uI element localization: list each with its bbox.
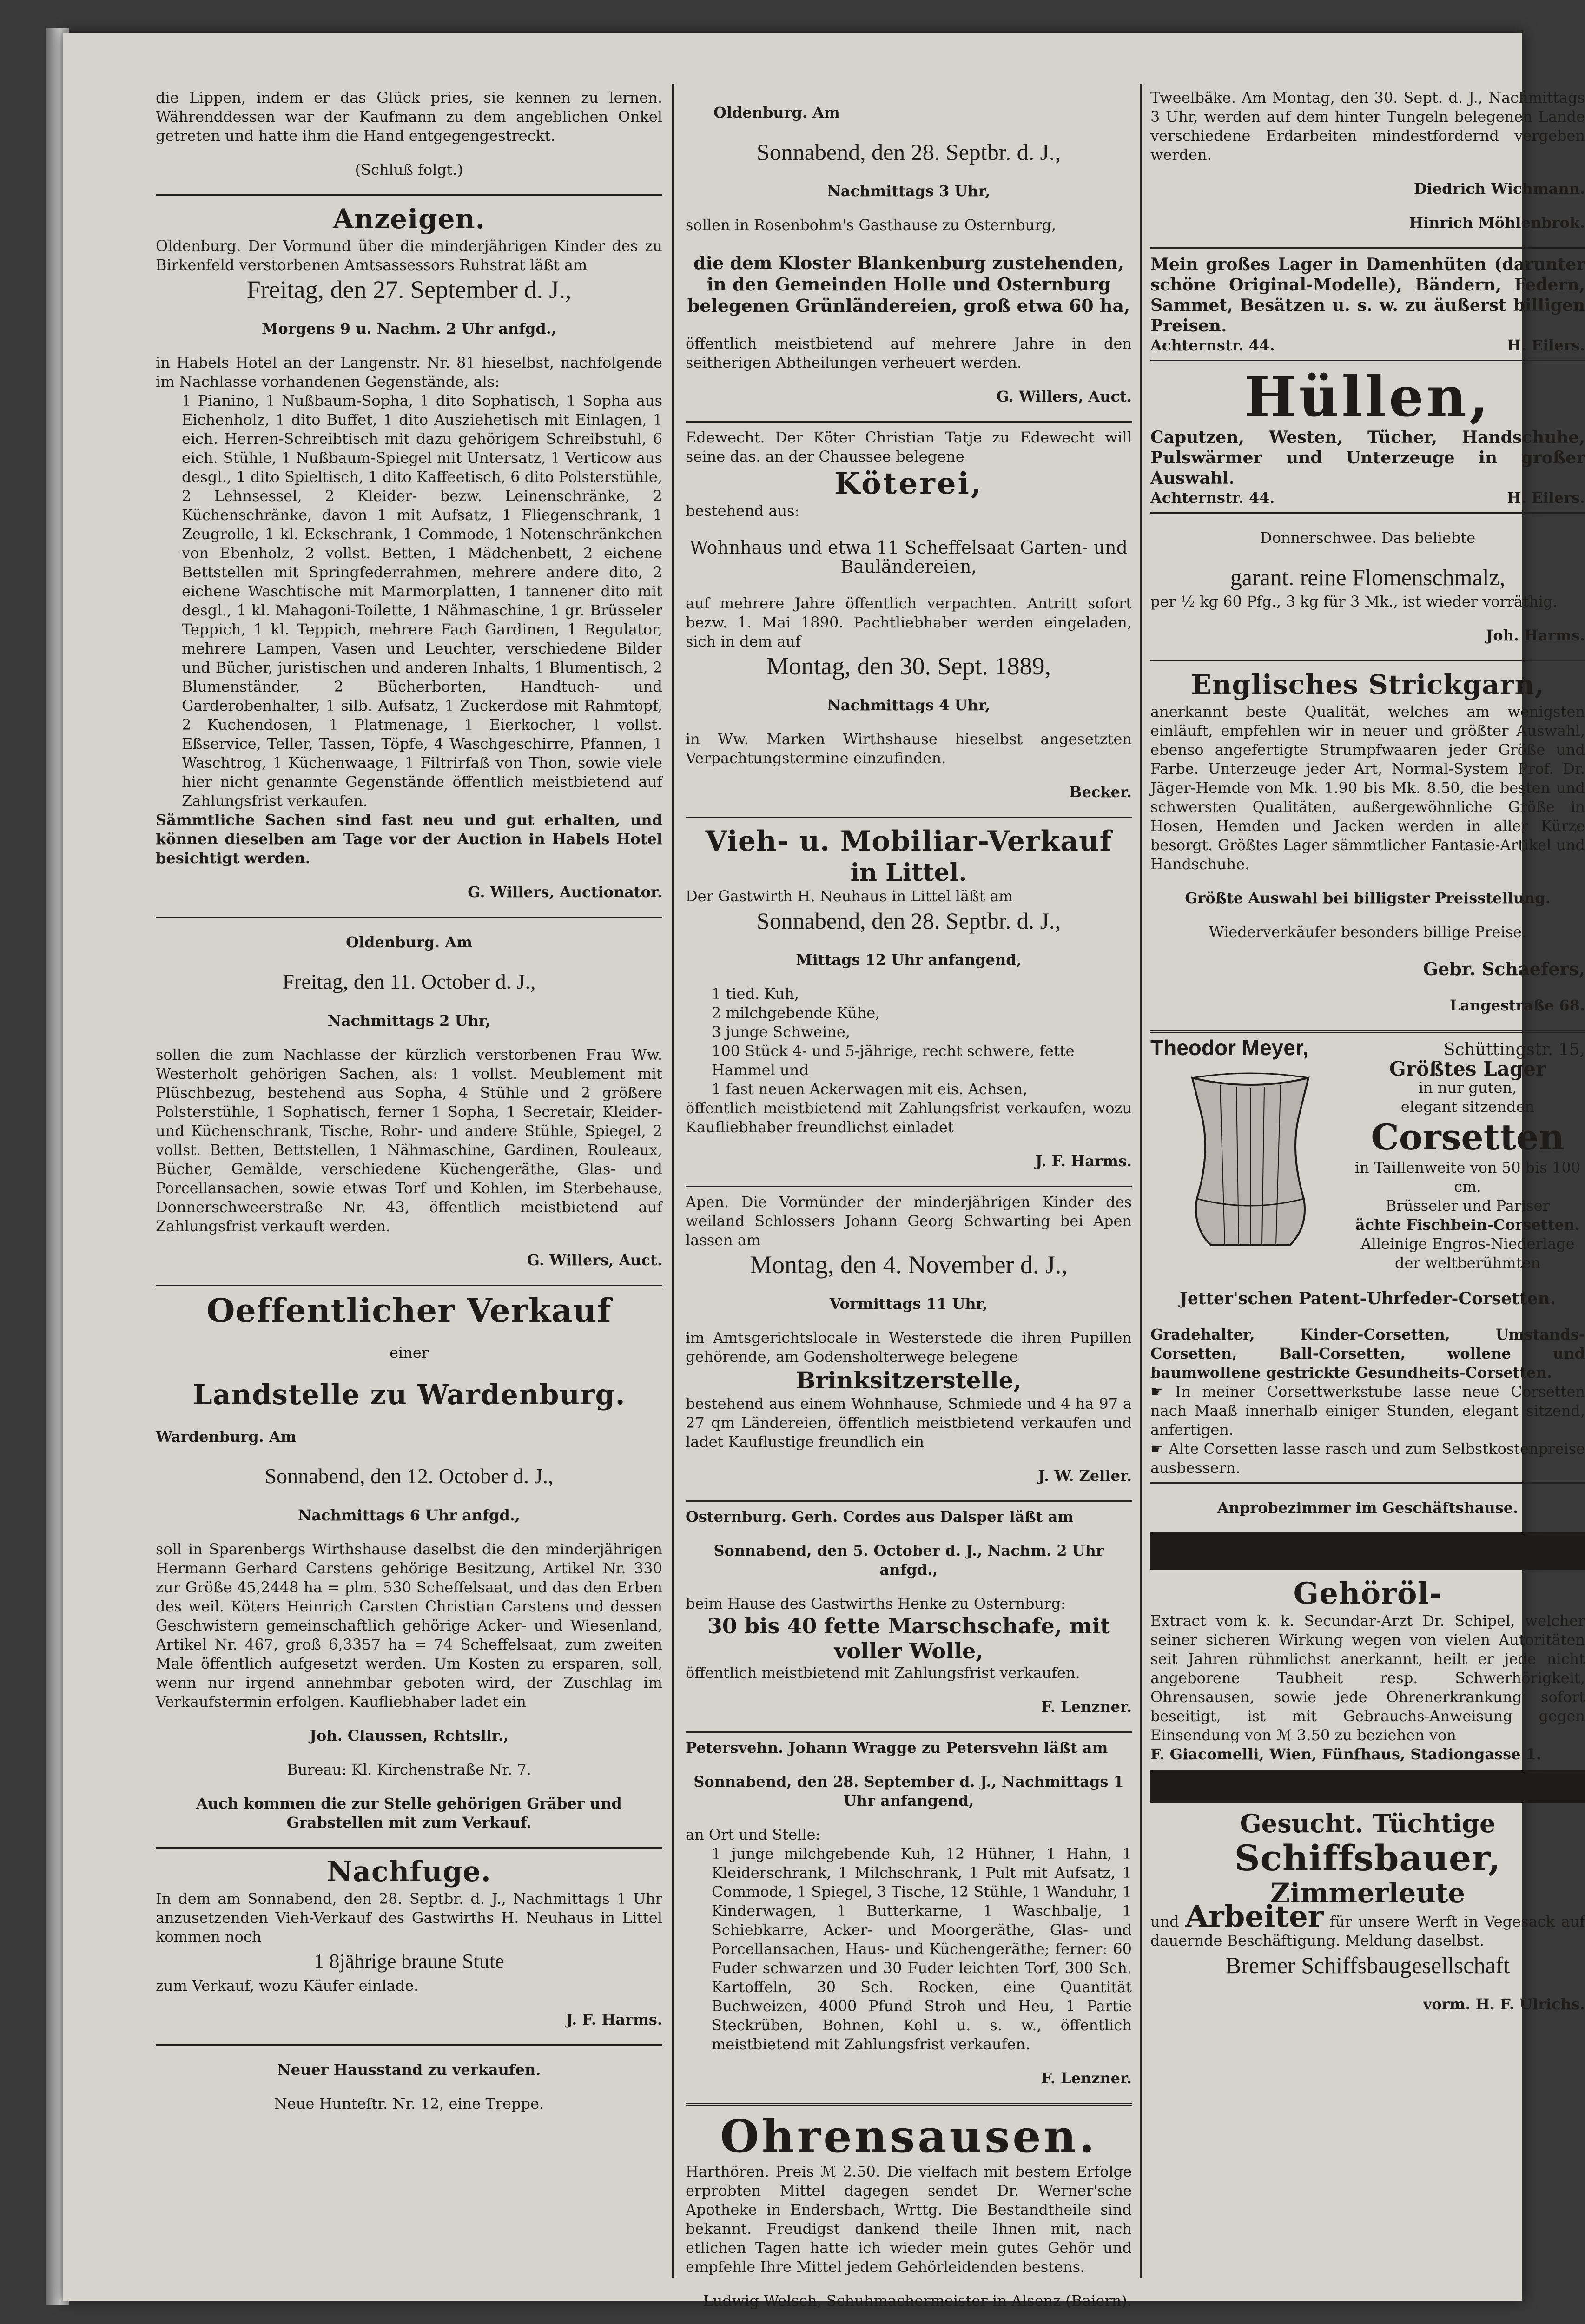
ad-title: Theodor Meyer, — [1150, 1036, 1308, 1060]
ad-signature: vorm. H. F. Ulrichs. — [1423, 1995, 1585, 2013]
column-rule — [1140, 84, 1142, 2278]
ad-title: Englisches Strickgarn, — [1191, 669, 1545, 700]
ad-title: Oeffentlicher Verkauf — [206, 1291, 612, 1330]
column-1 — [156, 88, 662, 2128]
ad-body: Gradehalter, Kinder-Corsetten, Umstands-Corsetten, Ball-Corsetten, wollene und baumwollene gestrickte Gesundheits-Corsetten. — [1150, 1326, 1585, 1381]
ad-signature: Becker. — [1069, 783, 1132, 801]
ad-date: Montag, den 4. November d. J., — [750, 1251, 1068, 1279]
ad-title: Brinksitzerstelle, — [796, 1367, 1022, 1394]
ad-bold: Wohnhaus und etwa 11 Scheffelsaat Garten- und Bauländereien, — [690, 537, 1128, 577]
ad-subtitle: Landstelle zu Wardenburg. — [192, 1379, 626, 1411]
ad-body: anerkannt beste Qualität, welches am wenigsten einläuft, empfehlen wir in neuer und größter Auswahl, ebenso angefertigte Strumpfwaaren jeder Größe und Farbe. Unterzeuge jeder Art, Normal-System Prof. Dr. Jäger-Hemde von Mk. 1.90 bis Mk. 8.50, die besten und schwersten Qualitäten, außergewöhnliche Größe in Hosen, Hemden und Jacken werden in aller Kürze besorgt. Größtes Lager sämmtlicher Fantasie-Artikel und Handschuhe. — [1150, 703, 1585, 873]
ad-body: öffentlich meistbietend mit Zahlungsfrist verkaufen. — [686, 1664, 1080, 1682]
ad-body: in nur guten, — [1418, 1079, 1517, 1096]
ad-body: soll in Sparenbergs Wirthshause daselbst die den minderjährigen Hermann Gerhard Carstens gehörige Besitzung, Artikel Nr. 330 zur Größe 45,2448 ha = plm. 530 Scheffelsaat, und das den Erben des weil. Köters Heinrich Carsten Christian Carstens und dessen Geschwistern gemeinschaftlich gehörige Acker- und Wiesenland, Artikel Nr. 467, groß 6,3357 ha = 74 Scheffelsaat, zum zweiten Male öffentlich aufgesetzt werden. Um Kosten zu ersparen, soll, wenn nur irgend annehmbar geboten wird, der Zuschlag im Verkaufstermin erfolgen. Kaufliebhaber ladet ein — [156, 1540, 662, 1710]
ad-body: per ½ kg 60 Pfg., 3 kg für 3 Mk., ist wieder vorräthig. — [1150, 593, 1558, 610]
ad-header — [1150, 1038, 1585, 1059]
ad-signature: Gebr. Schaefers, — [1423, 958, 1585, 979]
ad-note: Auch kommen die zur Stelle gehörigen Gräber und Grabstellen mit zum Verkauf. — [196, 1795, 622, 1831]
ad-body — [1150, 1899, 1585, 1950]
newspaper-page — [63, 33, 1585, 2310]
column-3 — [1150, 88, 1585, 2029]
list-item: 2 milchgebende Kühe, — [712, 1004, 880, 1022]
ad-signature: F. Lenzner. — [1041, 2069, 1132, 2087]
list-item: 1 fast neuen Ackerwagen mit eis. Achsen, — [712, 1080, 1028, 1098]
ad-note-text: Alte Corsetten lasse rasch und zum Selbstkostenpreise ausbessern. — [1150, 1440, 1585, 1477]
ad-body: in Habels Hotel an der Langenstr. Nr. 81 hieselbst, nachfolgende im Nachlasse vorhandenen Gegenstände, als: — [156, 354, 662, 390]
ad-title: Schiffsbauer, — [1234, 1837, 1501, 1879]
ad-footer — [1150, 489, 1585, 508]
ad-note — [1150, 1439, 1585, 1478]
ad-signature: Diedrich Wichmann. — [1413, 180, 1585, 198]
ad-date: Sonnabend, den 5. October d. J., Nachm. 2 Uhr anfgd., — [713, 1542, 1104, 1578]
ad-title: Zimmerleute — [1270, 1877, 1466, 1909]
ad-signature: J. W. Zeller. — [1038, 1467, 1132, 1485]
ad-footer: Anprobezimmer im Geschäftshause. — [1217, 1499, 1519, 1517]
ad-intro: Oldenburg. Der Vormund über die minderjährigen Kinder des zu Birkenfeld verstorbenen Amtsassessors Ruhstrat läßt am — [156, 237, 662, 274]
ad-list: 1 Pianino, 1 Nußbaum-Sopha, 1 dito Sophatisch, 1 Sopha aus Eichenholz, 1 dito Buffet, 1 dito Ausziehetisch mit Einlagen, 1 eich. Herren-Schreibtisch mit dazu gehörigem Schreibstuhl, 6 eich. Stühle, 1 Nußbaum-Spiegel mit Untersatz, 1 Verticow aus desgl., 1 dito Spieltisch, 1 dito Kaffeetisch, 6 dito Polsterstühle, 2 Lehnsessel, 2 Kleider- bezw. Leinenschränke, 2 Küchenschränke, davon 1 mit Aufsatz, 1 Fliegenschrank, 1 Zeugrolle, 1 kl. Eckschrank, 1 Commode, 1 Notenschränkchen von Ebenholz, 2 vollst. Betten, 1 Mädchenbett, 2 eichene Bettstellen mit Springfederrahmen, mehrere andere dito, 2 eichene Waschtische mit Marmorplatten, 1 tannener dito mit desgl., 1 kl. Mahagoni-Toilette, 1 Nähmaschine, 1 gr. Brüsseler Teppich, 1 kl. Teppich, mehrere Fach Gardinen, 1 Regulator, mehrere Lampen, Vasen und Leuchter, verschiedene Bilder und Bücher, juristischen und anderen Inhalts, 1 Blumentisch, 2 Blumenständer, 2 Bücherborten, Handtuch- und Garderobenhalter, 1 silb. Aufsatz, 1 Zuckerdose mit Rahmtopf, 2 Kuchendosen, 1 Platmenage, 1 Eierkocher, 1 vollst. Eßservice, Teller, Tassen, Töpfe, 4 Waschgeschirre, Pfannen, 1 Waschtrog, 1 Küchenwaage, 1 Filtrirfaß von Thon, sowie viele hier nicht genannte Gegenstände öffentlich meistbietend auf Zahlungsfrist verkaufen. — [182, 392, 662, 810]
ad-time: Morgens 9 u. Nachm. 2 Uhr anfgd., — [262, 320, 556, 337]
ad-bold: die dem Kloster Blankenburg zustehenden, in den Gemeinden Holle und Osternburg belegenen Grünländereien, groß etwa 60 ha, — [687, 252, 1130, 316]
ad-body: bestehend aus: — [686, 502, 800, 520]
ad-title: Vieh- u. Mobiliar-Verkauf — [705, 825, 1112, 858]
ad-body: im Amtsgerichtslocale in Westerstede die ihren Pupillen gehörende, am Godensholterwege belegene — [686, 1329, 1132, 1366]
ad-body: öffentlich meistbietend auf mehrere Jahre in den seitherigen Abtheilungen verheuert werden. — [686, 335, 1132, 371]
ad-signature: J. F. Harms. — [566, 2011, 662, 2028]
ad-signature: Joh. Harms. — [1486, 627, 1585, 644]
ad-body: bestehend aus einem Wohnhause, Schmiede und 4 ha 97 a 27 qm Ländereien, öffentlich meistbietend verkaufen und ladet Kauflustige freundlich ein — [686, 1395, 1132, 1451]
black-bar — [1150, 1770, 1585, 1803]
ad-signature: G. Willers, Auct. — [527, 1251, 662, 1269]
corset-illustration — [1150, 1059, 1350, 1254]
ad-intro: Donnerschwee. Das beliebte — [1260, 529, 1476, 547]
ad-signature: H. Eilers. — [1507, 489, 1585, 507]
ad-time: Nachmittags 6 Uhr anfgd., — [298, 1506, 520, 1524]
ad-body: auf mehrere Jahre öffentlich verpachten. Antritt sofort bezw. 1. Mai 1890. Pachtliebhaber werden eingeladen, sich in dem auf — [686, 594, 1132, 650]
ad-list — [686, 984, 1132, 1099]
ad-body: beim Hause des Gastwirths Henke zu Osternburg: — [686, 1595, 1066, 1612]
corset-ad — [1150, 1059, 1585, 1273]
ad-intro: Petersvehn. Johann Wragge zu Petersvehn läßt am — [686, 1739, 1108, 1756]
ad-intro: Der Gastwirth H. Neuhaus in Littel läßt am — [686, 887, 1013, 905]
ad-body-prefix: und — [1150, 1913, 1179, 1930]
ad-signature: G. Willers, Auct. — [996, 388, 1132, 405]
ad-signature: H. Eilers. — [1507, 337, 1585, 354]
ad-title: Köterei, — [834, 466, 984, 501]
ad-item: 1 8jährige braune Stute — [314, 1950, 504, 1973]
ad-note: Sämmtliche Sachen sind fast neu und gut erhalten, und können dieselben am Tage vor der Auction in Habels Hotel besichtigt werden. — [156, 811, 662, 867]
ad-time: Nachmittags 4 Uhr, — [827, 696, 991, 714]
ad-list: 1 junge milchgebende Kuh, 12 Hühner, 1 Hahn, 1 Kleiderschrank, 1 Milchschrank, 1 Pult mit Aufsatz, 1 Commode, 1 Spiegel, 3 Tische, 12 Stühle, 1 Wanduhr, 1 Kinderwagen, 1 Butterkarne, 1 Waschbalje, 1 Schiebkarre, Acker- und Moorgeräthe, Glas- und Porcellansachen, Haus- und Küchengeräthe; ferner: 60 Fuder schwarzen und 30 Fuder leichten Torf, 300 Sch. Kartoffeln, 30 Sch. Rocken, eine Quantität Buchweizen, 4000 Pfund Stroh und Heu, 1 Partie Steckrüben, Bohnen, Kohl u. s. w., öffentlich meistbietend mit Zahlungsfrist verkaufen. — [712, 1845, 1132, 2053]
pointing-hand-icon: ☛ — [1150, 1440, 1169, 1458]
ad-body: Alleinige Engros-Niederlage der weltberühmten — [1360, 1235, 1575, 1272]
ad-address: Achternstr. 44. — [1150, 337, 1275, 354]
ad-body: zum Verkauf, wozu Käufer einlade. — [156, 1977, 419, 1994]
ad-title: Corsetten — [1371, 1116, 1565, 1158]
ad-signature: Joh. Claussen, Rchtsllr., — [309, 1727, 509, 1744]
ad-intro: Wardenburg. Am — [156, 1428, 297, 1446]
ad-body: in Taillenweite von 50 bis 100 cm. — [1354, 1159, 1581, 1195]
ad-intro: Osternburg. Gerh. Cordes aus Dalsper läßt am — [686, 1508, 1074, 1525]
ad-body: Mein großes Lager in Damenhüten (darunter schöne Original-Modelle), Bändern, Federn, Sammet, Besätzen u. s. w. zu äußerst billigen Preisen. — [1150, 255, 1585, 336]
ad-title: Nachfuge. — [327, 1855, 491, 1888]
ad-body: In dem am Sonnabend, den 28. Septbr. d. J., Nachmittags 1 Uhr anzusetzenden Vieh-Verkauf des Gastwirths H. Neuhaus in Littel kommen noch — [156, 1890, 662, 1946]
ad-body: Brüsseler und Pariser — [1385, 1197, 1550, 1215]
ad-signature: Ludwig Welsch, Schuhmachermeister in Alsenz (Baiern). — [703, 2292, 1132, 2310]
ad-signature: G. Willers, Auctionator. — [468, 883, 662, 901]
story-ending: die Lippen, indem er das Glück pries, sie kennen zu lernen. Währenddessen war der Kaufmann zu dem angeblichen Onkel getreten und hatte ihm die Hand entgegengestreckt. — [156, 89, 662, 145]
ad-note-text: In meiner Corsettwerkstube lasse neue Corsetten nach Maaß innerhalb einiger Stunden, elegant sitzend, anfertigen. — [1150, 1383, 1585, 1439]
ad-intro: Oldenburg. Am — [346, 933, 472, 951]
ad-signature: Hinrich Möhlenbrok. — [1409, 214, 1585, 231]
ad-body: Neue Hunteſtr. Nr. 12, eine Treppe. — [274, 2095, 544, 2113]
ad-intro: Apen. Die Vormünder der minderjährigen Kinder des weiland Schlossers Johann Georg Schwarting bei Apen lassen am — [686, 1193, 1132, 1249]
pointing-hand-icon: ☛ — [1150, 1383, 1176, 1400]
ad-date: Sonnabend, den 28. Septbr. d. J., — [756, 908, 1061, 934]
ad-body: elegant sitzenden — [1400, 1098, 1535, 1116]
ad-address: Bureau: Kl. Kirchenstraße Nr. 7. — [287, 1761, 531, 1778]
ad-bold: 30 bis 40 fette Marschschafe, mit voller Wolle, — [707, 1613, 1110, 1664]
ad-address: Achternstr. 44. — [1150, 489, 1275, 507]
ad-subtitle: in Littel. — [850, 858, 967, 887]
ad-title: Gehöröl- — [1293, 1576, 1442, 1611]
ad-address: F. Giacomelli, Wien, Fünfhaus, Stadiongasse 1. — [1150, 1745, 1542, 1763]
ad-date: Sonnabend, den 12. October d. J., — [264, 1464, 554, 1488]
ad-signature: J. F. Harms. — [1035, 1152, 1132, 1170]
ad-date: Sonnabend, den 28. Septbr. d. J., — [756, 139, 1061, 165]
ad-time: Nachmittags 2 Uhr, — [327, 1012, 491, 1030]
ad-body: Tweelbäke. Am Montag, den 30. Sept. d. J., Nachmittags 3 Uhr, werden auf dem hinter Tungeln belegenen Lande verschiedene Erdarbeiten mindestfordernd vergeben werden. — [1150, 89, 1585, 164]
ad-address: Schüttingstr. 15, — [1443, 1040, 1585, 1059]
ad-body: sollen die zum Nachlasse der kürzlich verstorbenen Frau Ww. Westerholt gehörigen Sachen, als: 1 vollst. Meublement mit Plüschbezug, bestehend aus Sopha, 4 Stühle und 2 größere Polsterstühle, 1 Sophatisch, ferner 1 Sopha, 1 Secretair, Kleider- und Küchenschrank, Tische, Rohr- und andere Stühle, Spiegel, 2 vollst. Betten, Bettstellen, 1 Nähmaschine, Gardinen, Rouleaux, Bücher, Gemälde, verschiedene Küchengeräthe, Glas- und Porcellansachen, sowie etwas Torf und Kohlen, im Sterbehause, Donnerschweerstraße Nr. 43, öffentlich meistbietend auf Zahlungsfrist verkauft werden. — [156, 1046, 662, 1235]
ad-bold: Jetter'schen Patent-Uhrfeder-Corsetten. — [1179, 1289, 1556, 1308]
ad-title: Ohrensausen. — [720, 2110, 1097, 2163]
ad-footer — [1150, 336, 1585, 355]
ad-signature: F. Lenzner. — [1041, 1698, 1132, 1716]
black-bar — [1150, 1532, 1585, 1570]
ad-title: Hüllen, — [1244, 364, 1491, 429]
ad-date: Freitag, den 27. September d. J., — [246, 276, 572, 304]
ad-title: Neuer Hausstand zu verkaufen. — [277, 2061, 541, 2079]
ad-signature: Bremer Schiffsbaugesellschaft — [1225, 1952, 1510, 1978]
ad-date: Sonnabend, den 28. September d. J., Nachmittags 1 Uhr anfangend, — [693, 1773, 1124, 1809]
ad-body: öffentlich meistbietend mit Zahlungsfrist verkaufen, wozu Kaufliebhaber freundlichst einladet — [686, 1099, 1132, 1136]
column-2 — [686, 88, 1132, 2324]
ad-body: ächte Fischbein-Corsetten. — [1355, 1216, 1580, 1234]
section-title: Anzeigen. — [333, 203, 485, 235]
ad-body: an Ort und Stelle: — [686, 1826, 821, 1843]
ad-time: Nachmittags 3 Uhr, — [827, 182, 991, 200]
list-item: 100 Stück 4- und 5-jährige, recht schwere, fette Hammel und — [712, 1042, 1075, 1079]
ad-body: Harthören. Preis ℳ 2.50. Die vielfach mit bestem Erfolge erprobten Mittel dagegen sendet Dr. Werner'sche Apotheke in Endersbach, Wrttg. Die Bestandtheile sind bekannt. Freudigst dankend theile Ihnen mit, nach etlichen Tagen hatte ich wieder mein gutes Gehör und empfehle Ihre Mittel jedem Gehörleidenden bestens. — [686, 2163, 1132, 2276]
ad-body-rest: für unsere Werft in Vegesack auf dauernde Beschäftigung. Meldung daselbst. — [1150, 1913, 1585, 1949]
ad-body: in Ww. Marken Wirthshause hieselbst angesetzten Verpachtungstermine einzufinden. — [686, 730, 1132, 767]
ad-note: Wiederverkäufer besonders billige Preise. — [1209, 923, 1527, 941]
ad-note — [1150, 1382, 1585, 1439]
ad-intro: Edewecht. Der Köter Christian Tatje zu Edewecht will seine das. an der Chaussee belegene — [686, 429, 1132, 465]
story-continued: (Schluß folgt.) — [355, 161, 463, 178]
ad-body: Extract vom k. k. Secundar-Arzt Dr. Schipel, welcher seiner sicheren Wirkung wegen von vielen Autoritäten seit Jahren rühmlichst anerkannt, heilt er jede nicht angeborene Taubheit resp. Schwerhörigkeit, Ohrensausen, sowie jede Ohrenerkrankung sofort beseitigt, ist mit Gebrauchs-Anweisung gegen Einsendung von ℳ 3.50 zu beziehen von — [1150, 1612, 1585, 1744]
list-item: 1 tied. Kuh, — [712, 985, 799, 1003]
ad-subtitle: Größtes Lager — [1389, 1057, 1546, 1080]
corset-ad-text — [1350, 1059, 1585, 1273]
ad-body: sollen in Rosenbohm's Gasthause zu Osternburg, — [686, 216, 1057, 234]
ad-time: Mittags 12 Uhr anfangend, — [796, 951, 1022, 969]
ad-address: Langestraße 68. — [1449, 997, 1585, 1014]
ad-time: Vormittags 11 Uhr, — [829, 1295, 988, 1313]
list-item: 3 junge Schweine, — [712, 1023, 850, 1041]
ad-title: Gesucht. Tüchtige — [1240, 1809, 1496, 1838]
ad-title: garant. reine Flomenschmalz, — [1230, 564, 1506, 590]
ad-title: Arbeiter — [1185, 1899, 1324, 1934]
ad-bold: Größte Auswahl bei billigster Preisstellung. — [1185, 889, 1551, 907]
ad-einer: einer — [389, 1344, 429, 1361]
ad-body: Caputzen, Westen, Tücher, Handschuhe, Pulswärmer und Unterzeuge in großer Auswahl. — [1150, 428, 1585, 488]
ad-date: Montag, den 30. Sept. 1889, — [766, 652, 1051, 680]
column-rule — [672, 84, 674, 2278]
ad-date: Freitag, den 11. October d. J., — [282, 970, 536, 993]
ad-intro: Oldenburg. Am — [713, 104, 840, 121]
